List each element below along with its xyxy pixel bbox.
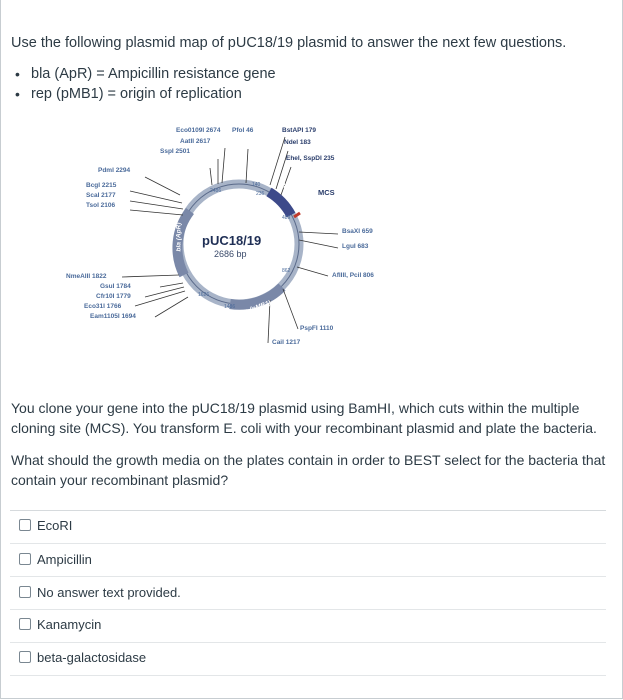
option-label: beta-galactosidase	[37, 649, 147, 665]
option-label: EcoRI	[37, 517, 73, 533]
site-label: Eco0109I 2674	[176, 127, 221, 134]
answer-option-ecori[interactable]	[19, 516, 72, 534]
site-label: CaiI 1217	[272, 339, 301, 346]
checkbox-icon[interactable]	[19, 651, 31, 663]
answer-option-kanamycin[interactable]	[19, 615, 101, 633]
mcs-label: MCS	[318, 188, 335, 197]
tick-label: 1626	[198, 292, 210, 298]
question-text: You clone your gene into the pUC18/19 plasmid using BamHI, which cuts within the multiple cloning site (MCS). You transform E. coli with your recombinant plasmid and plate the bacteria.	[11, 400, 597, 436]
bullet-icon: •	[15, 86, 20, 102]
site-label: Eco31I 1766	[84, 303, 122, 310]
site-label: PfoI 46	[232, 127, 254, 134]
site-label: GsuI 1784	[100, 283, 131, 290]
plasmid-size: 2686 bp	[214, 249, 247, 259]
site-label: LguI 683	[342, 243, 369, 250]
option-divider	[10, 675, 606, 676]
tick-label: 2486	[210, 188, 222, 194]
checkbox-icon[interactable]	[19, 553, 31, 565]
tick-label: 489	[282, 215, 291, 221]
tick-label: 140	[252, 182, 261, 188]
tick-label: 1486	[224, 304, 236, 310]
option-label: No answer text provided.	[37, 584, 181, 600]
intro-text: Use the following plasmid map of pUC18/19 plasmid to answer the next few questions.	[11, 35, 567, 51]
site-label: ScaI 2177	[86, 192, 116, 199]
option-divider	[10, 543, 606, 544]
answer-option-beta-galactosidase[interactable]	[19, 648, 146, 666]
bullet-text: bla (ApR) = Ampicillin resistance gene	[31, 66, 276, 82]
site-label: TsoI 2106	[86, 202, 116, 209]
site-label: AatII 2617	[180, 138, 211, 145]
bullet-text: rep (pMB1) = origin of replication	[31, 86, 242, 102]
site-label: SspI 2501	[160, 148, 190, 155]
site-label: Eam1105I 1694	[90, 313, 136, 320]
option-divider	[10, 609, 606, 610]
rep-arc	[230, 287, 282, 305]
rep-label: rep (pMB1)	[237, 299, 272, 318]
bullet-icon: •	[15, 66, 20, 82]
site-label: BsaXI 659	[342, 228, 373, 235]
site-label: NmeAIII 1822	[66, 273, 107, 280]
bullet-item	[15, 84, 276, 104]
site-label: PdmI 2294	[98, 167, 131, 174]
site-label: BstAPI 179	[282, 127, 316, 134]
site-label: AflIII, PciI 806	[332, 272, 374, 279]
option-label: Ampicillin	[37, 551, 92, 567]
lacz-arc	[269, 192, 291, 215]
tick-label: 236	[256, 191, 265, 197]
site-label: NdeI 183	[284, 139, 311, 146]
bullet-item	[15, 64, 276, 84]
checkbox-icon[interactable]	[19, 618, 31, 630]
bla-label: bla (ApR)	[175, 222, 183, 252]
checkbox-icon[interactable]	[19, 519, 31, 531]
checkbox-icon[interactable]	[19, 586, 31, 598]
question-prompt: What should the growth media on the plates contain in order to BEST select for the bacteria that contain your recombinant plasmid?	[11, 452, 606, 488]
site-label: EheI, SspDI 235	[286, 155, 335, 162]
site-label: Cfr10I 1779	[96, 293, 131, 300]
options-divider	[10, 510, 606, 511]
bullet-list	[15, 64, 276, 104]
site-label: BcgI 2215	[86, 182, 117, 189]
plasmid-name: pUC18/19	[202, 233, 262, 248]
answer-option-ampicillin[interactable]	[19, 550, 92, 568]
tick-label: 862	[282, 268, 291, 274]
lacz-label: lacZ	[278, 179, 292, 194]
option-label: Kanamycin	[37, 616, 102, 632]
plasmid-map	[50, 115, 380, 360]
option-divider	[10, 642, 606, 643]
answer-option-no-text[interactable]	[19, 583, 181, 601]
option-divider	[10, 576, 606, 577]
site-label: PspFI 1110	[300, 325, 334, 332]
